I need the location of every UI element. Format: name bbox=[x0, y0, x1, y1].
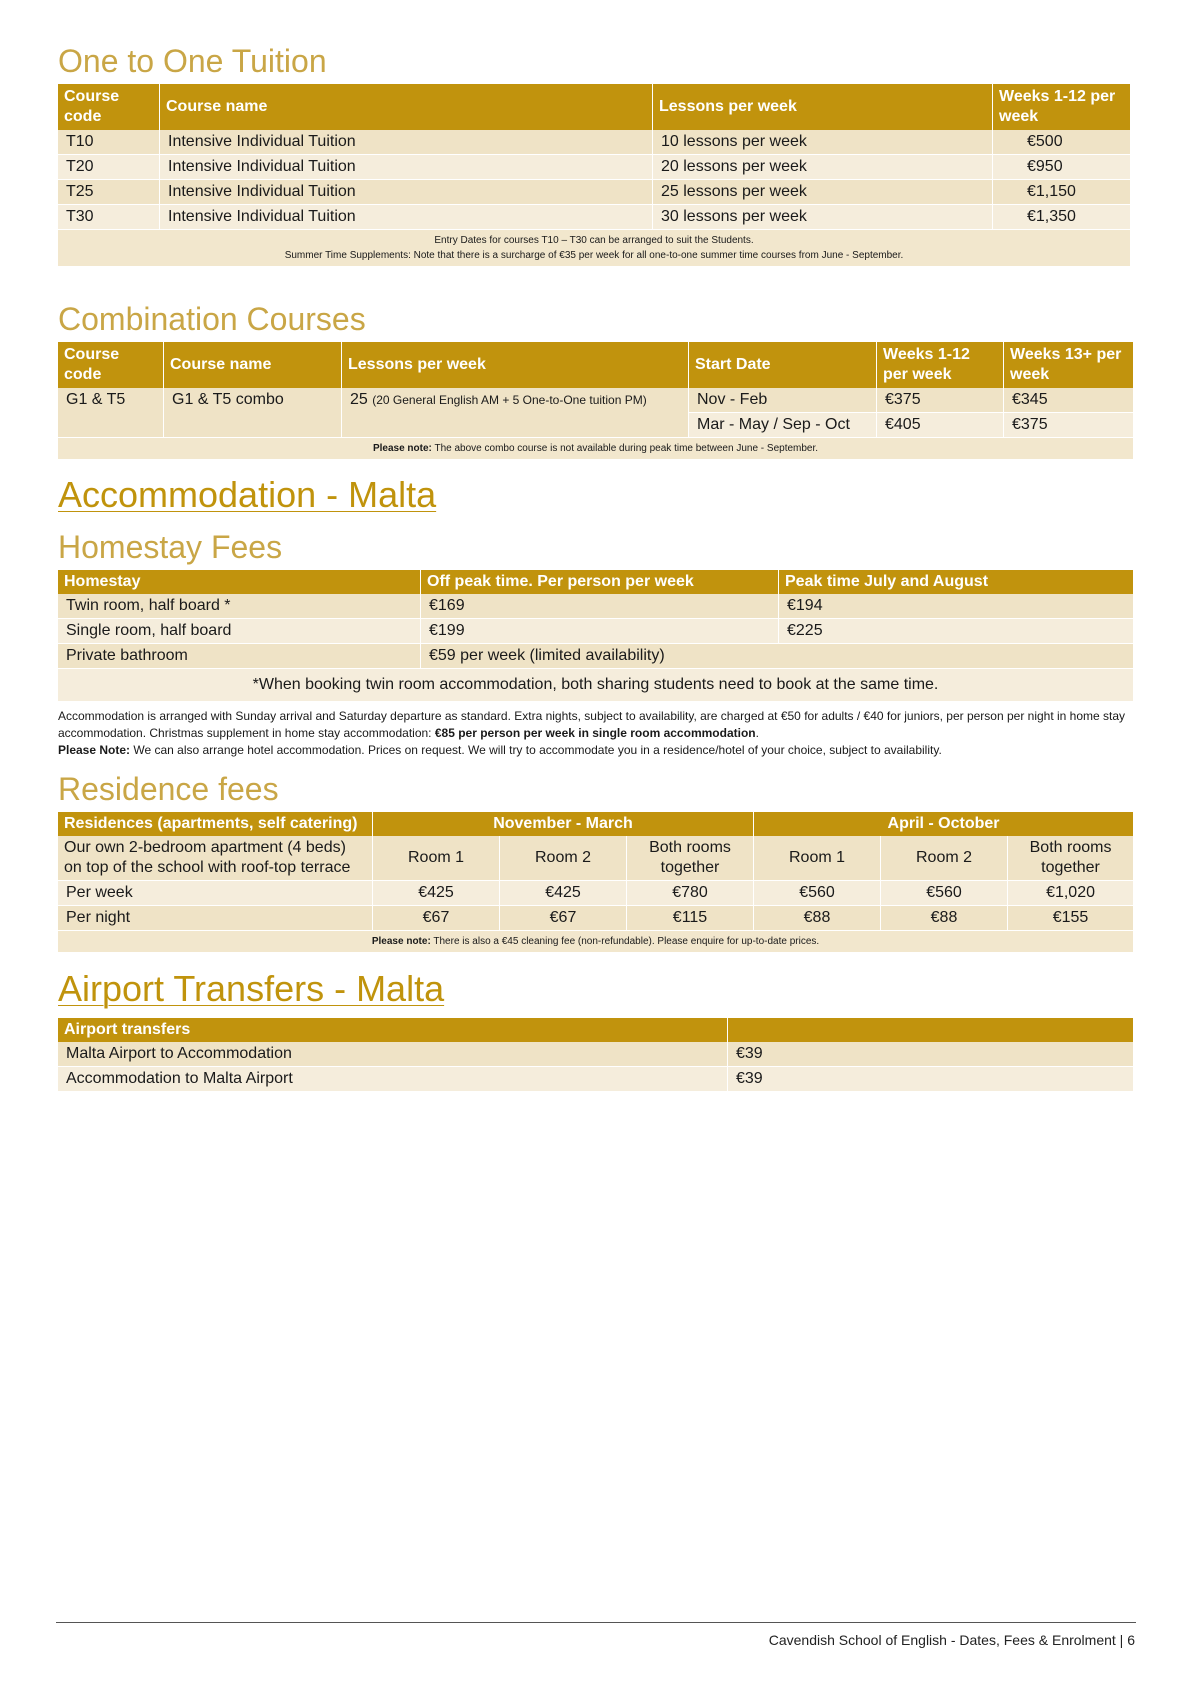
rate-label: Per week bbox=[58, 881, 373, 906]
header-peak: Peak time July and August bbox=[779, 570, 1133, 594]
course-code: T30 bbox=[58, 205, 160, 230]
table-row bbox=[58, 836, 1133, 881]
header-lessons: Lessons per week bbox=[342, 342, 689, 388]
price: €950 bbox=[993, 155, 1130, 180]
table-row bbox=[58, 130, 1130, 155]
footer-divider bbox=[56, 1622, 1136, 1623]
christmas-supplement: €85 per person per week in single room accommodation bbox=[434, 726, 756, 740]
start-date: Mar - May / Sep - Oct bbox=[689, 413, 877, 438]
header-residences: Residences (apartments, self catering) bbox=[58, 812, 373, 836]
price: €67 bbox=[500, 906, 627, 931]
course-name: Intensive Individual Tuition bbox=[160, 180, 653, 205]
course-code: G1 & T5 bbox=[58, 388, 164, 438]
table-row bbox=[58, 205, 1130, 230]
residence-table bbox=[58, 812, 1133, 953]
accommodation-title: Accommodation - Malta bbox=[58, 474, 437, 515]
residence-title: Residence fees bbox=[58, 771, 279, 807]
room-label: Room 2 bbox=[881, 836, 1008, 881]
header-season-apr-oct: April - October bbox=[754, 812, 1133, 836]
table-note-row bbox=[58, 931, 1133, 953]
airport-title: Airport Transfers - Malta bbox=[58, 968, 445, 1009]
course-code: T10 bbox=[58, 130, 160, 155]
note-label: Please note: bbox=[371, 936, 431, 947]
price: €225 bbox=[779, 619, 1133, 644]
table-row bbox=[58, 1067, 1133, 1092]
table-note-row bbox=[58, 230, 1130, 267]
room-label: Room 2 bbox=[500, 836, 627, 881]
table-row bbox=[58, 594, 1133, 619]
course-name: G1 & T5 combo bbox=[164, 388, 342, 438]
table-row bbox=[58, 180, 1130, 205]
lessons-count: 25 bbox=[350, 391, 368, 408]
header-homestay: Homestay bbox=[58, 570, 421, 594]
entry-dates-note: Entry Dates for courses T10 – T30 can be arranged to suit the Students. bbox=[434, 235, 754, 246]
price: €155 bbox=[1008, 906, 1133, 931]
table-note-row bbox=[58, 438, 1133, 460]
price: €194 bbox=[779, 594, 1133, 619]
table-row bbox=[58, 906, 1133, 931]
transfer-route: Accommodation to Malta Airport bbox=[58, 1067, 728, 1092]
header-lessons: Lessons per week bbox=[653, 84, 993, 130]
homestay-table-wrap bbox=[58, 570, 1133, 759]
accommodation-info bbox=[58, 708, 1133, 759]
table-row bbox=[58, 155, 1130, 180]
header-weeks: Weeks 1-12 per week bbox=[993, 84, 1130, 130]
homestay-title: Homestay Fees bbox=[58, 529, 283, 565]
lessons: 20 lessons per week bbox=[653, 155, 993, 180]
header-weeks-13: Weeks 13+ per week bbox=[1004, 342, 1133, 388]
table-row bbox=[58, 388, 1133, 413]
note-text: We can also arrange hotel accommodation. Prices on request. We will try to accommodate you in a residence/hotel of your choice, subject to availability. bbox=[130, 743, 942, 757]
course-name: Intensive Individual Tuition bbox=[160, 155, 653, 180]
lessons: 10 lessons per week bbox=[653, 130, 993, 155]
header-course-code: Course code bbox=[58, 84, 160, 130]
table-row bbox=[58, 619, 1133, 644]
header-start-date: Start Date bbox=[689, 342, 877, 388]
price: €67 bbox=[373, 906, 500, 931]
price: €88 bbox=[881, 906, 1008, 931]
price: €199 bbox=[421, 619, 779, 644]
residence-table-wrap bbox=[58, 812, 1133, 953]
table-row bbox=[58, 1042, 1133, 1067]
price: €88 bbox=[754, 906, 881, 931]
start-date: Nov - Feb bbox=[689, 388, 877, 413]
header-course-code: Course code bbox=[58, 342, 164, 388]
price: €425 bbox=[500, 881, 627, 906]
header-course-name: Course name bbox=[164, 342, 342, 388]
homestay-table bbox=[58, 570, 1133, 702]
course-name: Intensive Individual Tuition bbox=[160, 205, 653, 230]
combination-note bbox=[58, 438, 1133, 460]
info-text: Accommodation is arranged with Sunday arrival and Saturday departure as standard. Extra nights, subject to availability, are charged at €50 for adults / €40 for juniors, per person per night in home stay accommodation. Christmas supplement in home stay accommodation: bbox=[58, 709, 1126, 740]
apartment-description: Our own 2-bedroom apartment (4 beds) on top of the school with roof-top terrace bbox=[58, 836, 373, 881]
course-code: T20 bbox=[58, 155, 160, 180]
table-row bbox=[58, 644, 1133, 669]
price: €780 bbox=[627, 881, 754, 906]
room-label: Room 1 bbox=[754, 836, 881, 881]
header-weeks-1-12: Weeks 1-12 per week bbox=[877, 342, 1004, 388]
note-label: Please Note: bbox=[58, 743, 131, 757]
residence-note bbox=[58, 931, 1133, 953]
price: €560 bbox=[881, 881, 1008, 906]
price: €375 bbox=[877, 388, 1004, 413]
one-to-one-title: One to One Tuition bbox=[58, 43, 327, 79]
lessons: 30 lessons per week bbox=[653, 205, 993, 230]
room-type: Private bathroom bbox=[58, 644, 421, 669]
note-text: There is also a €45 cleaning fee (non-refundable). Please enquire for up-to-date prices. bbox=[430, 936, 820, 947]
transfer-route: Malta Airport to Accommodation bbox=[58, 1042, 728, 1067]
one-to-one-table-wrap bbox=[58, 84, 1130, 267]
price: €500 bbox=[993, 130, 1130, 155]
price: €345 bbox=[1004, 388, 1133, 413]
combination-title: Combination Courses bbox=[58, 301, 366, 337]
summer-supplement-note: Summer Time Supplements: Note that there is a surcharge of €35 per week for all one-to-one summer time courses from June - September. bbox=[284, 250, 904, 261]
price: €1,350 bbox=[993, 205, 1130, 230]
price: €59 per week (limited availability) bbox=[421, 644, 1133, 669]
price: €375 bbox=[1004, 413, 1133, 438]
price: €405 bbox=[877, 413, 1004, 438]
header-airport-transfers: Airport transfers bbox=[58, 1018, 728, 1042]
price: €39 bbox=[728, 1067, 1133, 1092]
airport-table bbox=[58, 1018, 1133, 1092]
course-name: Intensive Individual Tuition bbox=[160, 130, 653, 155]
airport-table-wrap bbox=[58, 1018, 1133, 1092]
header-season-nov-mar: November - March bbox=[373, 812, 754, 836]
combination-table-wrap bbox=[58, 342, 1133, 460]
table-note-row bbox=[58, 669, 1133, 702]
info-end: . bbox=[755, 726, 759, 740]
combination-table bbox=[58, 342, 1133, 460]
homestay-note: *When booking twin room accommodation, both sharing students need to book at the same time. bbox=[58, 669, 1133, 702]
price: €425 bbox=[373, 881, 500, 906]
footer-text: Cavendish School of English - Dates, Fees & Enrolment | 6 bbox=[768, 1632, 1135, 1648]
price: €169 bbox=[421, 594, 779, 619]
room-type: Single room, half board bbox=[58, 619, 421, 644]
lessons: 25 lessons per week bbox=[653, 180, 993, 205]
note-label: Please note: bbox=[372, 443, 432, 454]
price: €1,150 bbox=[993, 180, 1130, 205]
header-price-empty bbox=[728, 1018, 1133, 1042]
price: €115 bbox=[627, 906, 754, 931]
one-to-one-notes bbox=[58, 230, 1130, 267]
header-off-peak: Off peak time. Per person per week bbox=[421, 570, 779, 594]
table-row bbox=[58, 881, 1133, 906]
one-to-one-table bbox=[58, 84, 1130, 267]
rate-label: Per night bbox=[58, 906, 373, 931]
room-type: Twin room, half board * bbox=[58, 594, 421, 619]
room-label: Room 1 bbox=[373, 836, 500, 881]
room-label: Both rooms together bbox=[1008, 836, 1133, 881]
price: €39 bbox=[728, 1042, 1133, 1067]
header-course-name: Course name bbox=[160, 84, 653, 130]
lessons bbox=[342, 388, 689, 438]
lessons-detail: (20 General English AM + 5 One-to-One tuition PM) bbox=[372, 393, 647, 407]
room-label: Both rooms together bbox=[627, 836, 754, 881]
course-code: T25 bbox=[58, 180, 160, 205]
price: €1,020 bbox=[1008, 881, 1133, 906]
note-text: The above combo course is not available during peak time between June - September. bbox=[434, 443, 819, 454]
price: €560 bbox=[754, 881, 881, 906]
